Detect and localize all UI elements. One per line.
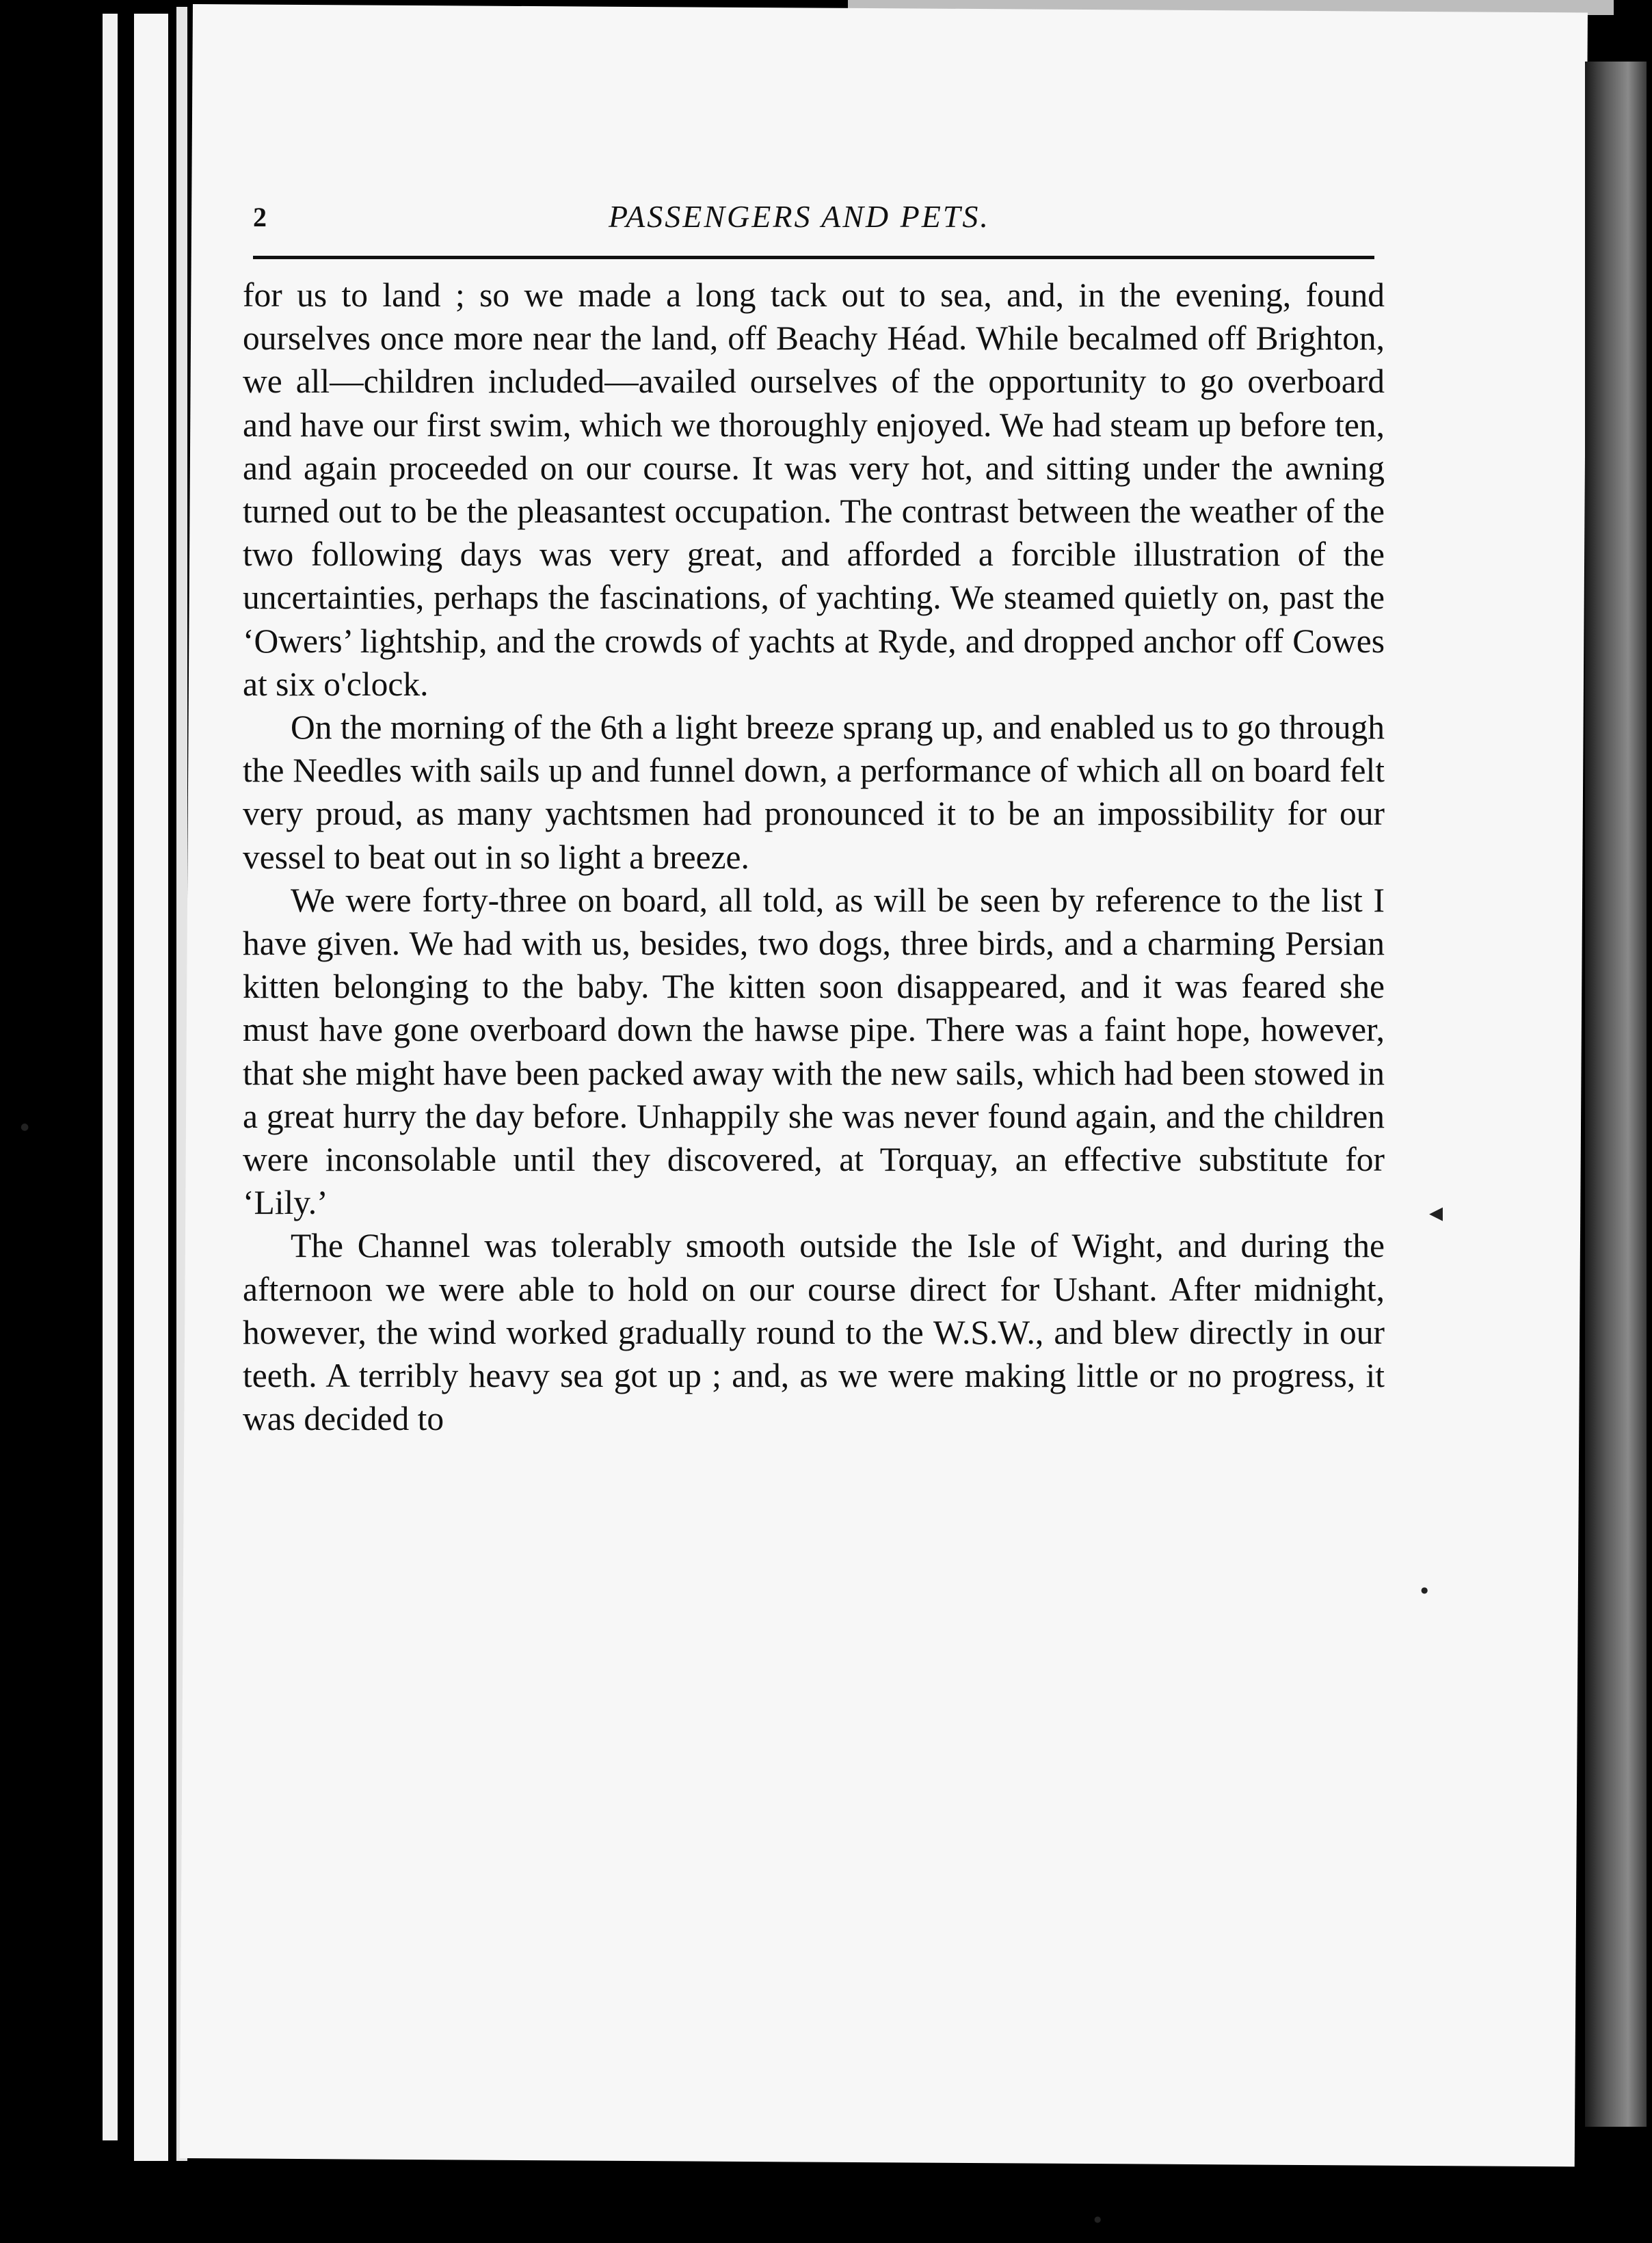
scan-speck: ● (1421, 1585, 1428, 1595)
book-binding-shadow (1585, 62, 1647, 2127)
paragraph: On the morning of the 6th a light breeze sprang up, and enabled us to go through the Needles with sails up and funnel down, a performance of which all on board felt very proud, as many yachtsmen had pronounced it to be an impossibility for our vessel to beat out in so light a breeze. (243, 708, 1385, 876)
paragraph: The Channel was tolerably smooth outside the Isle of Wight, and during the afternoon we were able to hold on our course direct for Ushant. After midnight, however, the wind worked gradually round to the W.S.W., and blew directly in our teeth. A terribly heavy sea got up ; and, as we were making little or no progress, it was decided to (243, 1227, 1385, 1438)
page-number: 2 (253, 202, 267, 233)
page-stack-edge (103, 14, 118, 2140)
page-header (253, 185, 1374, 246)
scan-speck: ● (21, 1122, 29, 1132)
body-text (243, 274, 1385, 1440)
running-head: PASSENGERS AND PETS. (609, 199, 990, 234)
paragraph: for us to land ; so we made a long tack out to sea, and, in the evening, found ourselves once more near the land, off Beachy Héad. While becalmed off Brighton, we all—children included—availed ourselves of the opportunity to go overboard and have our first swim, which we thoroughly enjoyed. We had steam up before ten, and again proceeded on our course. It was very hot, and sitting under the awning turned out to be the pleasantest occupation. The contrast between the weather of the two following days was very great, and afforded a forcible illustration of the uncertainties, perhaps the fascinations, of yachting. We steamed quietly on, past the ‘Owers’ lightship, and the crowds of yachts at Ryde, and dropped anchor off Cowes at six o'clock. (243, 276, 1385, 703)
header-rule (253, 256, 1374, 259)
page-stack-edge (134, 14, 168, 2161)
scan-speck: ◂ (1429, 1197, 1443, 1228)
paragraph: We were forty-three on board, all told, as will be seen by reference to the list I have given. We had with us, besides, two dogs, three birds, and a charming Persian kitten belonging to the baby. The kitten soon disappeared, and it was feared she must have gone overboard down the hawse pipe. There was a faint hope, however, that she might have been packed away with the new sails, which had been stowed in a great hurry the day before. Unhappily she was never found again, and the children were inconsolable until they discovered, at Torquay, an effective substitute for ‘Lily.’ (243, 881, 1385, 1222)
scan-speck: ● (1094, 2214, 1102, 2224)
